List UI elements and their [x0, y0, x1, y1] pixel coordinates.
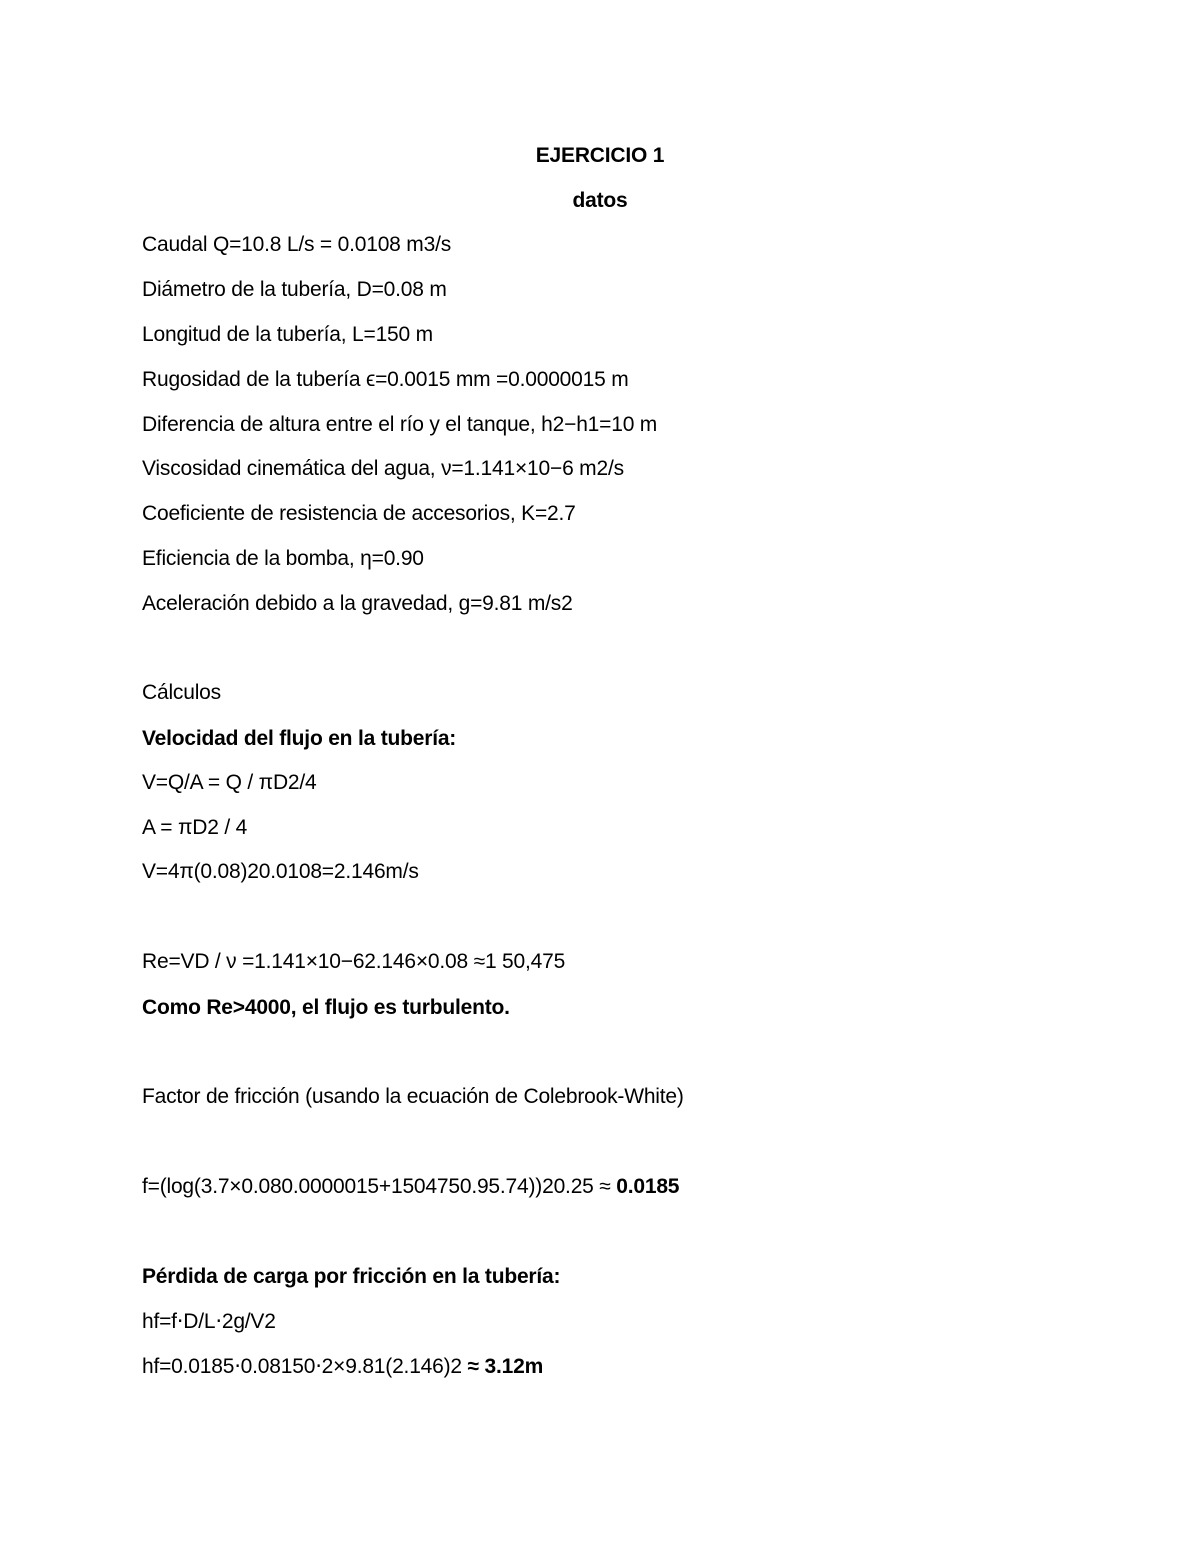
data-line-diametro: Diámetro de la tubería, D=0.08 m	[142, 278, 447, 301]
data-line-eficiencia: Eficiencia de la bomba, η=0.90	[142, 547, 424, 570]
friction-heading: Factor de fricción (usando la ecuación de Colebrook-White)	[142, 1085, 684, 1108]
reynolds-conclusion: Como Re>4000, el flujo es turbulento.	[142, 996, 510, 1019]
data-line-caudal: Caudal Q=10.8 L/s = 0.0108 m3/s	[142, 233, 452, 256]
friction-formula-line	[142, 1174, 679, 1200]
data-line-gravedad: Aceleración debido a la gravedad, g=9.81 m/s2	[142, 592, 573, 615]
friction-result: 0.0185	[616, 1175, 680, 1198]
data-line-altura: Diferencia de altura entre el río y el tanque, h2−h1=10 m	[142, 413, 658, 436]
calc-heading: Cálculos	[142, 681, 221, 704]
data-line-longitud: Longitud de la tubería, L=150 m	[142, 323, 433, 346]
velocity-formula: V=Q/A = Q / πD2/4	[142, 771, 317, 794]
reynolds-line: Re=VD / ν =1.141×10−62.146×0.08 ≈1 50,475	[142, 950, 566, 973]
head-loss-calc: hf=0.0185⋅0.08150⋅2×9.81(2.146)2	[142, 1355, 468, 1378]
data-line-coeficiente: Coeficiente de resistencia de accesorios, K=2.7	[142, 502, 576, 525]
velocity-heading: Velocidad del flujo en la tubería:	[142, 727, 457, 750]
data-line-viscosidad: Viscosidad cinemática del agua, ν=1.141×10−6 m2/s	[142, 457, 624, 480]
head-loss-heading: Pérdida de carga por fricción en la tubería:	[142, 1265, 561, 1288]
friction-formula: f=(log(3.7×0.080.0000015+1504750.95.74))20.25 ≈	[142, 1175, 617, 1198]
head-loss-result: ≈ 3.12m	[467, 1355, 544, 1378]
head-loss-calc-line	[142, 1354, 543, 1380]
velocity-result: V=4π(0.08)20.0108=2.146m/s	[142, 860, 419, 883]
head-loss-formula: hf=f⋅D/L⋅2g/V2	[142, 1310, 276, 1333]
data-line-rugosidad: Rugosidad de la tubería ϵ=0.0015 mm =0.0000015 m	[142, 368, 629, 391]
document-subtitle: datos	[572, 189, 628, 212]
area-formula: A = πD2 / 4	[142, 816, 248, 839]
document-title: EJERCICIO 1	[535, 144, 665, 167]
